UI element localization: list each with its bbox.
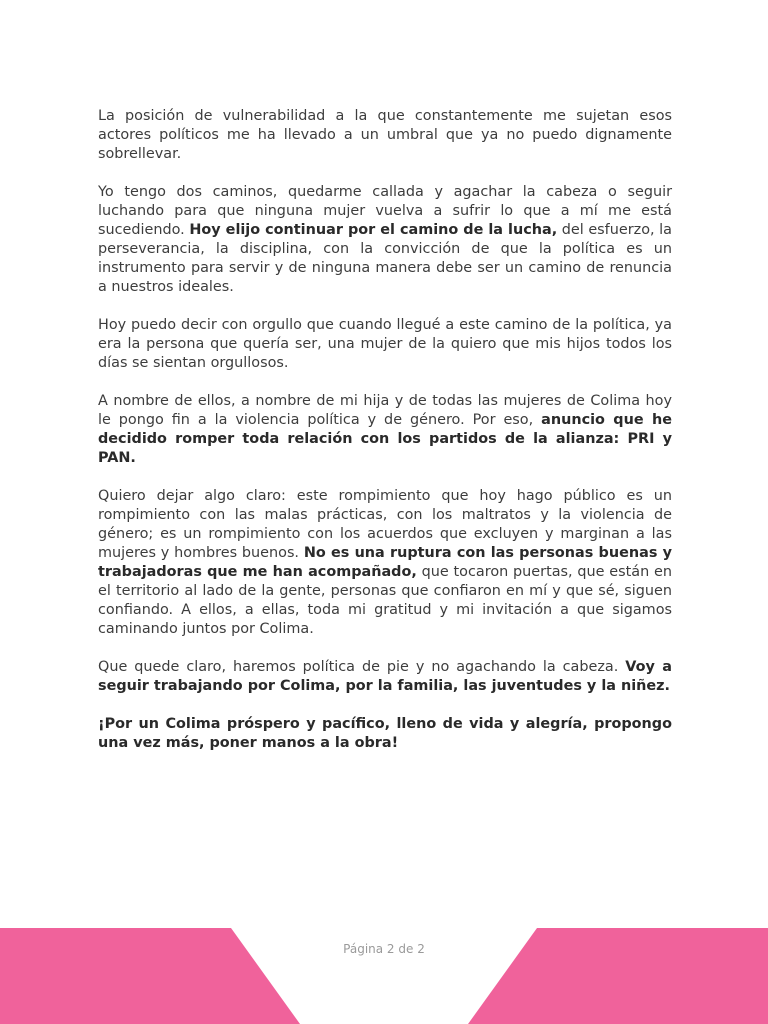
emphasis-text: Hoy elijo continuar por el camino de la lucha, — [189, 222, 558, 238]
paragraph-text: A nombre de ellos, a nombre de mi hija y de todas las mujeres de Colima hoy le pongo fin a la violencia política y de género. Por eso, — [98, 393, 672, 428]
emphasis-text: ¡Por un Colima próspero y pacífico, lleno de vida y alegría, propongo una vez más, poner manos a la obra! — [98, 716, 672, 751]
paragraph-text: La posición de vulnerabilidad a la que constantemente me sujetan esos actores políticos me ha llevado a un umbral que ya no puedo dignamente sobrellevar. — [98, 108, 672, 162]
emphasis-text: Voy a seguir trabajando por Colima, por la familia, las juventudes y la niñez. — [98, 659, 672, 694]
paragraph — [98, 658, 672, 696]
paragraph-text: Yo tengo dos caminos, quedarme callada y agachar la cabeza o seguir luchando para que ninguna mujer vuelva a sufrir lo que a mí me está sucediendo. — [98, 184, 672, 238]
paragraph — [98, 487, 672, 639]
paragraph-text: Quiero dejar algo claro: este rompimiento que hoy hago público es un rompimiento con las malas prácticas, con los maltratos y la violencia de género; es un rompimiento con los acuerdos que excluyen y marginan a las mujeres y hombres buenos. — [98, 488, 672, 561]
paragraph-text: Hoy puedo decir con orgullo que cuando llegué a este camino de la política, ya era la persona que quería ser, una mujer de la quiero que mis hijos todos los días se sientan orgullosos. — [98, 317, 672, 371]
paragraph-text: Que quede claro, haremos política de pie y no agachando la cabeza. — [98, 659, 626, 675]
paragraph — [98, 183, 672, 297]
document-body — [98, 107, 672, 772]
emphasis-text: No es una ruptura con las personas buenas y trabajadoras que me han acompañado, — [98, 545, 673, 580]
paragraph — [98, 392, 672, 468]
paragraph — [98, 316, 672, 373]
emphasis-text: anuncio que he decidido romper toda relación con los partidos de la alianza: PRI y PAN. — [98, 412, 672, 466]
closing-paragraph — [98, 715, 672, 753]
paragraph-text: del esfuerzo, la perseverancia, la disciplina, con la convicción de que la política es un instrumento para servir y de ninguna manera debe ser un camino de renuncia a nuestros ideales. — [98, 222, 672, 295]
page-number: Página 2 de 2 — [343, 942, 425, 956]
paragraph — [98, 107, 672, 164]
paragraph-text: que tocaron puertas, que están en el territorio al lado de la gente, personas que confiaron en mí y que sé, siguen confiando. A ellos, a ellas, toda mi gratitud y mi invitación a que sigamos caminando juntos por Colima. — [98, 564, 672, 637]
